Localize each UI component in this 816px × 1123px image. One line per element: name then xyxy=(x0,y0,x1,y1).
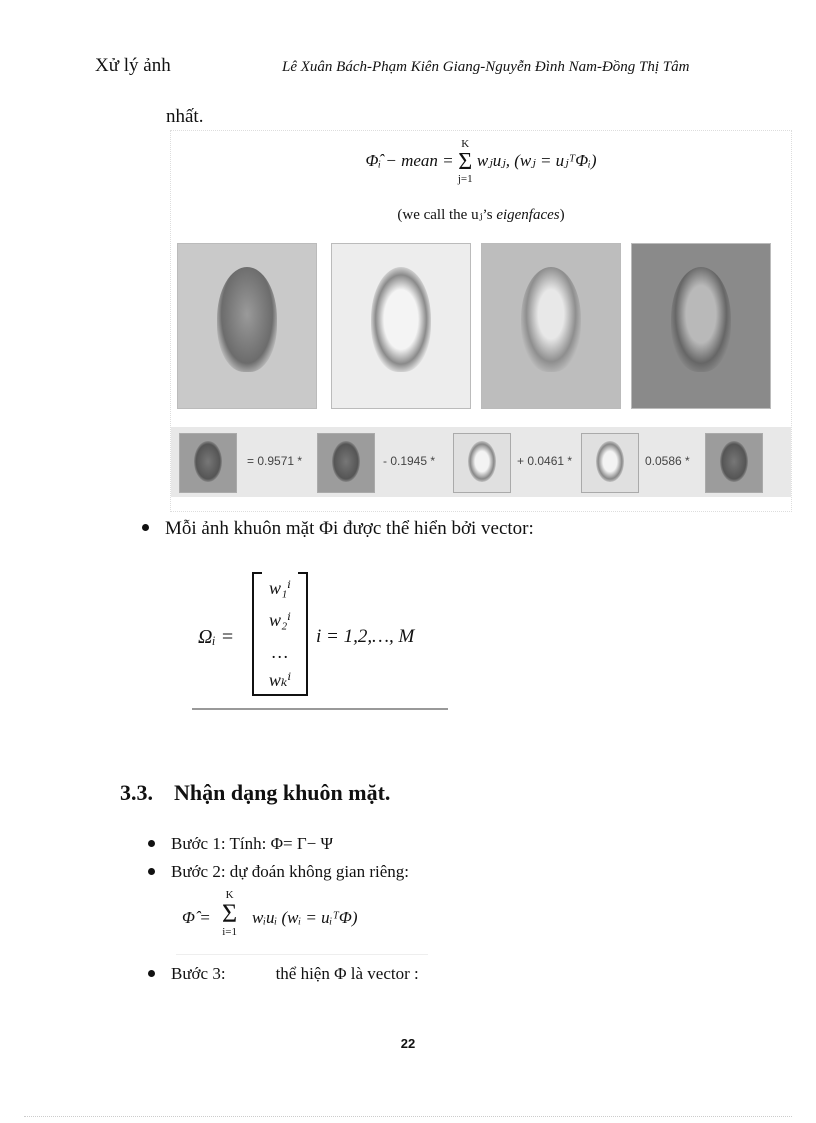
eigenface-image-3 xyxy=(631,243,771,409)
step-label: Bước 3: xyxy=(171,964,226,983)
step-text: Bước 1: Tính: Φ= Γ− Ψ xyxy=(171,834,334,853)
coefficient: 0.0586 * xyxy=(645,454,690,468)
original-face-thumbnail xyxy=(179,433,237,493)
sum-upper: K xyxy=(225,889,234,901)
weight-vector-equation xyxy=(192,560,448,710)
vector-element: w₂ⁱ xyxy=(269,610,291,630)
vector-element: … xyxy=(271,642,288,662)
equation-lhs: Φ̂ᵢ − mean = xyxy=(365,150,454,170)
section-title: Nhận dạng khuôn mặt. xyxy=(174,780,391,805)
section-heading xyxy=(120,780,390,806)
sum-lower: i=1 xyxy=(222,926,237,938)
eigenface-image-2 xyxy=(481,243,621,409)
step-text: Bước 2: dự đoán không gian riêng: xyxy=(171,862,409,881)
vector-element: w₁ⁱ xyxy=(269,578,291,598)
bullet-icon xyxy=(148,868,155,875)
eigenface-equation: Φ̂ᵢ − mean = K Σ j=1 wⱼuⱼ, (wⱼ = uⱼᵀΦᵢ) xyxy=(365,138,597,185)
vector-bracket xyxy=(252,572,308,696)
bullet-icon xyxy=(142,524,149,531)
step-1 xyxy=(148,834,333,854)
coefficient: = 0.9571 * xyxy=(247,454,303,468)
eigenface-thumbnail xyxy=(705,433,763,493)
intro-text: nhất. xyxy=(166,106,204,127)
bullet-item xyxy=(142,518,534,540)
mean-face-image xyxy=(177,243,317,409)
coefficient: + 0.0461 * xyxy=(517,454,573,468)
sum-upper: K xyxy=(461,138,470,150)
eigenface-thumbnail xyxy=(581,433,639,493)
section-number: 3.3. xyxy=(120,780,153,805)
vector-element: wₖⁱ xyxy=(268,670,292,690)
step-3 xyxy=(148,964,419,984)
bullet-icon xyxy=(148,840,155,847)
bullet-text: Mỗi ảnh khuôn mặt Φi được thể hiển bởi vector: xyxy=(165,518,534,539)
eigenface-image-1 xyxy=(331,243,471,409)
bullet-icon xyxy=(148,970,155,977)
vector-lhs: Ωᵢ = xyxy=(198,626,235,648)
step-text: thể hiện Φ là vector : xyxy=(275,964,419,983)
header-authors: Lê Xuân Bách-Phạm Kiên Giang-Nguyễn Đình Nam-Đồng Thị Tâm xyxy=(282,59,690,75)
step-2 xyxy=(148,862,409,882)
eigenfaces-figure xyxy=(170,130,792,512)
footer-divider xyxy=(24,1116,792,1117)
reconstruction-strip xyxy=(171,427,791,497)
equation-rhs: wⱼuⱼ, (wⱼ = uⱼᵀΦᵢ) xyxy=(476,150,597,170)
eigenfaces-note: (we call the uⱼ’s eigenfaces) xyxy=(397,207,565,223)
projection-equation: Φ̂ = K Σ i=1 wᵢuᵢ (wᵢ = uᵢᵀΦ) xyxy=(176,888,428,955)
header-left: Xử lý ảnh xyxy=(95,55,171,76)
page-number: 22 xyxy=(400,1036,416,1051)
eigenface-thumbnail xyxy=(317,433,375,493)
eigenface-thumbnail xyxy=(453,433,511,493)
coefficient: - 0.1945 * xyxy=(383,454,436,468)
sum-lower: j=1 xyxy=(457,173,473,185)
index-range: i = 1,2,…, M xyxy=(316,626,415,647)
